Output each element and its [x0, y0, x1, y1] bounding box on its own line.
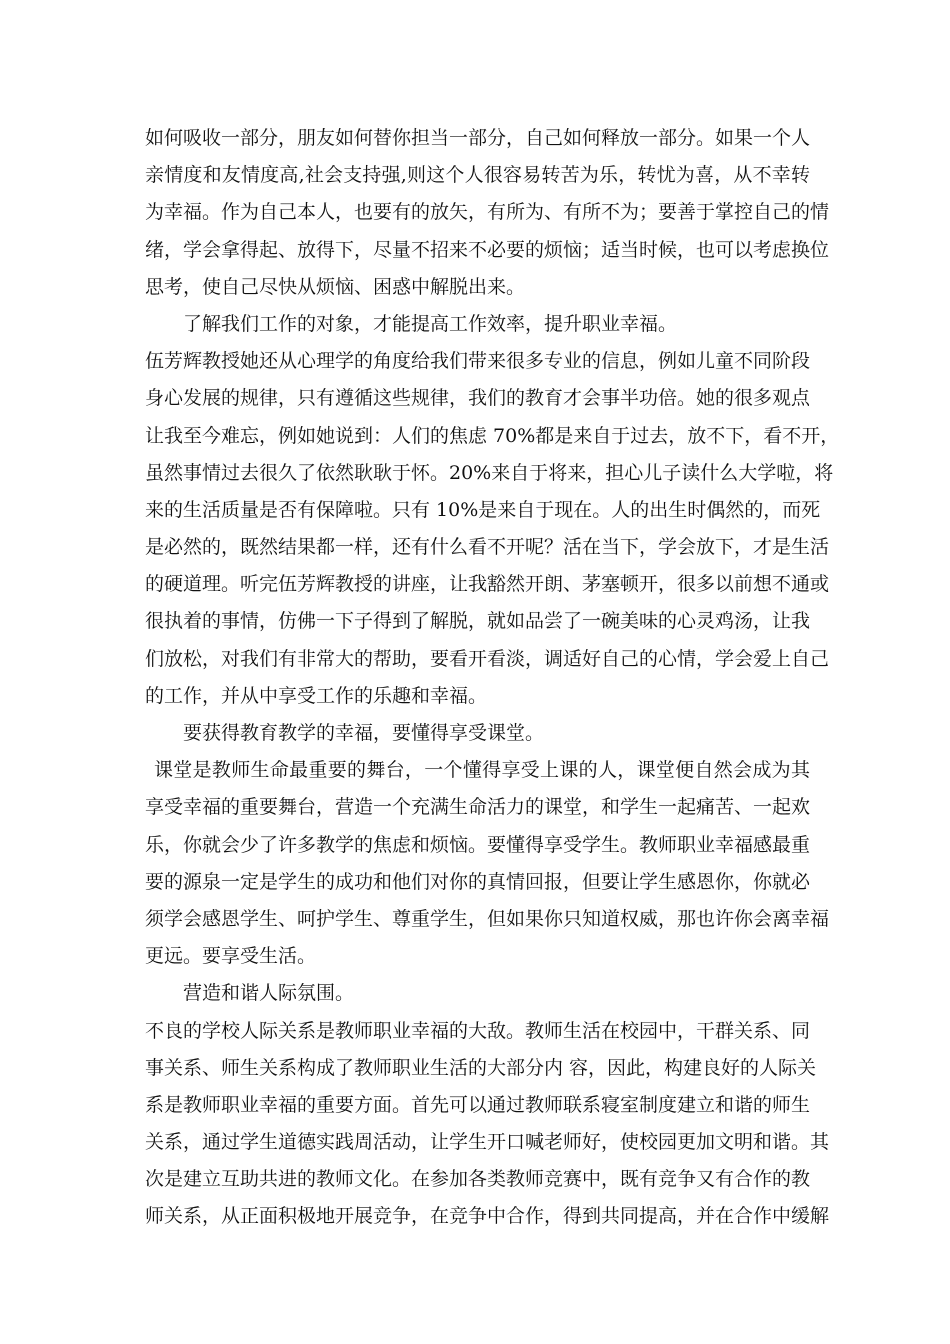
text-line: 是必然的，既然结果都一样，还有什么看不开呢？活在当下，学会放下，才是生活 — [145, 536, 830, 559]
text-line: 须学会感恩学生、呵护学生、尊重学生，但如果你只知道权威，那也许你会离幸福 — [145, 907, 830, 930]
text-line: 乐，你就会少了许多教学的焦虑和烦恼。要懂得享受学生。教师职业幸福感最重 — [145, 833, 811, 856]
text-line: 绪，学会拿得起、放得下，尽量不招来不必要的烦恼；适当时候，也可以考虑换位 — [145, 238, 830, 261]
text-line: 不良的学校人际关系是教师职业幸福的大敌。教师生活在校园中，干群关系、同 — [145, 1019, 811, 1042]
text-line: 要的源泉一定是学生的成功和他们对你的真情回报，但要让学生感恩你，你就必 — [145, 870, 811, 893]
text-line: 很执着的事情，仿佛一下子得到了解脱，就如品尝了一碗美味的心灵鸡汤，让我 — [145, 610, 811, 633]
text-line: 课堂是教师生命最重要的舞台，一个懂得享受上课的人，课堂便自然会成为其 — [154, 759, 810, 782]
text-line: 的硬道理。听完伍芳辉教授的讲座，让我豁然开朗、茅塞顿开，很多以前想不通或 — [145, 573, 830, 596]
text-line: 让我至今难忘，例如她说到：人们的焦虑 70%都是来自于过去，放不下，看不开， — [145, 424, 840, 447]
text-line: 更远。要享受生活。 — [145, 945, 317, 968]
section-heading: 要获得教育教学的幸福，要懂得享受课堂。 — [183, 722, 545, 744]
text-line: 次是建立互助共进的教师文化。在参加各类教师竞赛中，既有竞争又有合作的教 — [145, 1168, 811, 1191]
text-line: 享受幸福的重要舞台，营造一个充满生命活力的课堂，和学生一起痛苦、一起欢 — [145, 796, 811, 819]
text-line: 伍芳辉教授她还从心理学的角度给我们带来很多专业的信息，例如儿童不同阶段 — [145, 350, 811, 373]
text-line: 系是教师职业幸福的重要方面。首先可以通过教师联系寝室制度建立和谐的师生 — [145, 1093, 811, 1116]
section-heading: 了解我们工作的对象，才能提高工作效率，提升职业幸福。 — [183, 312, 678, 335]
text-line: 思考，使自己尽快从烦恼、困惑中解脱出来。 — [145, 275, 526, 298]
text-line: 身心发展的规律，只有遵循这些规律，我们的教育才会事半功倍。她的很多观点 — [145, 387, 811, 410]
text-line: 虽然事情过去很久了依然耿耿于怀。20%来自于将来，担心儿子读什么大学啦，将 — [145, 461, 834, 484]
text-line: 的工作，并从中享受工作的乐趣和幸福。 — [145, 684, 488, 707]
section-heading: 营造和谐人际氛围。 — [183, 982, 355, 1005]
text-line: 来的生活质量是否有保障啦。只有 10%是来自于现在。人的出生时偶然的，而死 — [145, 498, 821, 521]
body-text — [145, 120, 840, 1236]
text-line: 师关系，从正面积极地开展竞争，在竞争中合作，得到共同提高，并在合作中缓解 — [145, 1205, 830, 1228]
text-line: 关系，通过学生道德实践周活动，让学生开口喊老师好，使校园更加文明和谐。其 — [145, 1131, 830, 1154]
text-line: 为幸福。作为自己本人，也要有的放矢，有所为、有所不为；要善于掌控自己的情 — [145, 201, 830, 224]
text-line: 们放松，对我们有非常大的帮助，要看开看淡，调适好自己的心情，学会爱上自己 — [145, 647, 830, 670]
text-line: 如何吸收一部分，朋友如何替你担当一部分，自己如何释放一部分。如果一个人 — [145, 127, 811, 149]
text-line: 事关系、师生关系构成了教师职业生活的大部分内 容，因此，构建良好的人际关 — [145, 1056, 817, 1079]
text-line: 亲情度和友情度高,社会支持强,则这个人很容易转苦为乐，转忧为喜，从不幸转 — [145, 164, 810, 187]
